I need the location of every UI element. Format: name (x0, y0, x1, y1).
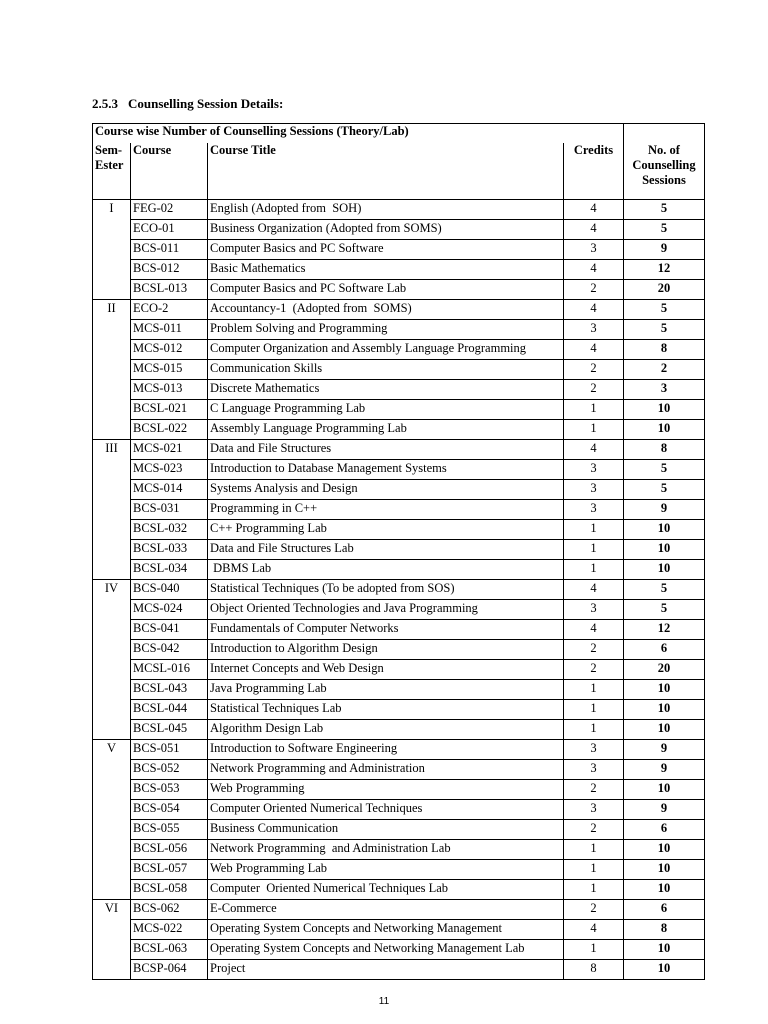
credits-cell: 4 (564, 300, 624, 320)
semester-cell (93, 700, 131, 720)
credits-cell: 2 (564, 660, 624, 680)
table-row (93, 300, 705, 320)
sessions-cell: 6 (624, 640, 705, 660)
table-row (93, 500, 705, 520)
course-code-cell: MCS-024 (131, 600, 208, 620)
semester-cell (93, 520, 131, 540)
table-row (93, 420, 705, 440)
sessions-cell: 5 (624, 460, 705, 480)
table-row (93, 340, 705, 360)
table-row (93, 640, 705, 660)
semester-cell (93, 500, 131, 520)
sessions-cell: 10 (624, 680, 705, 700)
semester-cell: V (93, 740, 131, 760)
sessions-cell: 9 (624, 800, 705, 820)
sessions-cell: 20 (624, 660, 705, 680)
course-title-cell: Network Programming and Administration Lab (208, 840, 564, 860)
course-code-cell: BCSL-034 (131, 560, 208, 580)
table-row (93, 760, 705, 780)
sessions-cell: 5 (624, 580, 705, 600)
course-title-cell: Computer Oriented Numerical Techniques Lab (208, 880, 564, 900)
sessions-cell: 6 (624, 900, 705, 920)
credits-cell: 4 (564, 580, 624, 600)
table-row (93, 620, 705, 640)
table-row (93, 860, 705, 880)
sessions-cell: 10 (624, 520, 705, 540)
semester-cell (93, 840, 131, 860)
table-row (93, 440, 705, 460)
course-title-cell: E-Commerce (208, 900, 564, 920)
credits-cell: 4 (564, 620, 624, 640)
semester-cell (93, 340, 131, 360)
course-title-cell: Computer Organization and Assembly Language Programming (208, 340, 564, 360)
course-code-cell: BCSL-057 (131, 860, 208, 880)
course-code-cell: MCS-014 (131, 480, 208, 500)
semester-cell (93, 720, 131, 740)
course-code-cell: BCS-053 (131, 780, 208, 800)
semester-cell (93, 540, 131, 560)
credits-cell: 2 (564, 900, 624, 920)
semester-cell (93, 640, 131, 660)
course-title-cell: Introduction to Algorithm Design (208, 640, 564, 660)
table-caption-row (93, 124, 705, 144)
course-code-cell: ECO-01 (131, 220, 208, 240)
table-row (93, 460, 705, 480)
course-code-cell: FEG-02 (131, 200, 208, 220)
sessions-cell: 5 (624, 480, 705, 500)
course-title-cell: DBMS Lab (208, 560, 564, 580)
sessions-cell: 8 (624, 440, 705, 460)
course-code-cell: MCSL-016 (131, 660, 208, 680)
course-title-cell: Business Organization (Adopted from SOMS) (208, 220, 564, 240)
course-title-cell: Statistical Techniques (To be adopted from SOS) (208, 580, 564, 600)
course-title-cell: Computer Basics and PC Software Lab (208, 280, 564, 300)
table-row (93, 560, 705, 580)
course-title-cell: Computer Oriented Numerical Techniques (208, 800, 564, 820)
table-header-row (93, 143, 705, 200)
sessions-cell: 10 (624, 560, 705, 580)
course-code-cell: BCS-062 (131, 900, 208, 920)
sessions-cell: 10 (624, 420, 705, 440)
sessions-cell: 20 (624, 280, 705, 300)
course-title-cell: Discrete Mathematics (208, 380, 564, 400)
semester-cell (93, 560, 131, 580)
credits-cell: 1 (564, 420, 624, 440)
semester-cell (93, 320, 131, 340)
sessions-cell: 10 (624, 540, 705, 560)
semester-cell (93, 220, 131, 240)
sessions-cell: 8 (624, 920, 705, 940)
table-row (93, 680, 705, 700)
course-title-cell: Statistical Techniques Lab (208, 700, 564, 720)
credits-cell: 1 (564, 940, 624, 960)
semester-cell (93, 360, 131, 380)
course-title-cell: Computer Basics and PC Software (208, 240, 564, 260)
credits-cell: 1 (564, 400, 624, 420)
header-sessions: No. of Counselling Sessions (624, 143, 705, 200)
course-code-cell: BCSL-032 (131, 520, 208, 540)
sessions-cell: 5 (624, 600, 705, 620)
semester-cell (93, 940, 131, 960)
course-title-cell: Introduction to Database Management Systems (208, 460, 564, 480)
credits-cell: 4 (564, 220, 624, 240)
sessions-cell: 3 (624, 380, 705, 400)
sessions-cell: 10 (624, 840, 705, 860)
table-row (93, 580, 705, 600)
credits-cell: 4 (564, 340, 624, 360)
table-row (93, 900, 705, 920)
course-code-cell: MCS-015 (131, 360, 208, 380)
course-title-cell: Web Programming Lab (208, 860, 564, 880)
semester-cell: III (93, 440, 131, 460)
table-row (93, 740, 705, 760)
course-title-cell: C Language Programming Lab (208, 400, 564, 420)
header-course-title: Course Title (208, 143, 564, 200)
semester-cell (93, 660, 131, 680)
course-title-cell: Algorithm Design Lab (208, 720, 564, 740)
table-row (93, 360, 705, 380)
semester-cell (93, 460, 131, 480)
semester-cell (93, 820, 131, 840)
sessions-cell: 8 (624, 340, 705, 360)
semester-cell (93, 260, 131, 280)
semester-cell (93, 480, 131, 500)
table-row (93, 660, 705, 680)
course-title-cell: Programming in C++ (208, 500, 564, 520)
sessions-cell: 5 (624, 300, 705, 320)
course-title-cell: English (Adopted from SOH) (208, 200, 564, 220)
course-title-cell: Assembly Language Programming Lab (208, 420, 564, 440)
credits-cell: 1 (564, 680, 624, 700)
sessions-cell: 9 (624, 740, 705, 760)
course-code-cell: MCS-023 (131, 460, 208, 480)
course-title-cell: Communication Skills (208, 360, 564, 380)
course-code-cell: BCSL-045 (131, 720, 208, 740)
course-title-cell: Operating System Concepts and Networking Management (208, 920, 564, 940)
sessions-cell: 10 (624, 400, 705, 420)
section-heading (92, 96, 283, 112)
course-code-cell: BCS-011 (131, 240, 208, 260)
credits-cell: 2 (564, 280, 624, 300)
course-title-cell: Fundamentals of Computer Networks (208, 620, 564, 640)
table-row (93, 220, 705, 240)
semester-cell (93, 800, 131, 820)
course-code-cell: BCSL-058 (131, 880, 208, 900)
course-title-cell: Accountancy-1 (Adopted from SOMS) (208, 300, 564, 320)
sessions-cell: 9 (624, 760, 705, 780)
table-row (93, 260, 705, 280)
credits-cell: 1 (564, 560, 624, 580)
table-row (93, 880, 705, 900)
counselling-sessions-table (92, 123, 705, 980)
course-title-cell: Web Programming (208, 780, 564, 800)
credits-cell: 1 (564, 520, 624, 540)
course-code-cell: BCS-051 (131, 740, 208, 760)
credits-cell: 2 (564, 380, 624, 400)
course-title-cell: C++ Programming Lab (208, 520, 564, 540)
course-code-cell: MCS-011 (131, 320, 208, 340)
course-title-cell: Internet Concepts and Web Design (208, 660, 564, 680)
sessions-cell: 2 (624, 360, 705, 380)
semester-cell (93, 280, 131, 300)
course-code-cell: BCSL-013 (131, 280, 208, 300)
table-row (93, 940, 705, 960)
course-code-cell: BCS-031 (131, 500, 208, 520)
course-code-cell: BCS-052 (131, 760, 208, 780)
sessions-cell: 6 (624, 820, 705, 840)
course-code-cell: BCSP-064 (131, 960, 208, 980)
semester-cell (93, 780, 131, 800)
course-title-cell: Operating System Concepts and Networking Management Lab (208, 940, 564, 960)
credits-cell: 2 (564, 780, 624, 800)
course-code-cell: BCSL-043 (131, 680, 208, 700)
header-semester: Sem- Ester (93, 143, 131, 200)
semester-cell: VI (93, 900, 131, 920)
sessions-cell: 12 (624, 620, 705, 640)
credits-cell: 3 (564, 760, 624, 780)
credits-cell: 4 (564, 200, 624, 220)
credits-cell: 4 (564, 440, 624, 460)
sessions-cell: 10 (624, 940, 705, 960)
credits-cell: 2 (564, 640, 624, 660)
semester-cell: I (93, 200, 131, 220)
table-row (93, 600, 705, 620)
table-row (93, 520, 705, 540)
credits-cell: 3 (564, 480, 624, 500)
table-row (93, 820, 705, 840)
course-title-cell: Systems Analysis and Design (208, 480, 564, 500)
sessions-cell: 9 (624, 500, 705, 520)
table-row (93, 320, 705, 340)
table-caption: Course wise Number of Counselling Sessions (Theory/Lab) (93, 124, 564, 144)
caption-spacer-sessions (624, 124, 705, 144)
course-code-cell: BCS-055 (131, 820, 208, 840)
sessions-cell: 10 (624, 720, 705, 740)
semester-cell (93, 860, 131, 880)
semester-cell (93, 680, 131, 700)
course-code-cell: BCS-041 (131, 620, 208, 640)
table-row (93, 380, 705, 400)
table-row (93, 480, 705, 500)
sessions-cell: 5 (624, 200, 705, 220)
credits-cell: 1 (564, 720, 624, 740)
credits-cell: 3 (564, 240, 624, 260)
credits-cell: 3 (564, 320, 624, 340)
table-row (93, 240, 705, 260)
course-code-cell: BCS-040 (131, 580, 208, 600)
course-title-cell: Business Communication (208, 820, 564, 840)
credits-cell: 2 (564, 820, 624, 840)
course-title-cell: Data and File Structures (208, 440, 564, 460)
credits-cell: 3 (564, 600, 624, 620)
table-row (93, 960, 705, 980)
table-row (93, 780, 705, 800)
table-row (93, 800, 705, 820)
course-code-cell: MCS-022 (131, 920, 208, 940)
semester-cell: IV (93, 580, 131, 600)
course-code-cell: BCSL-022 (131, 420, 208, 440)
credits-cell: 1 (564, 540, 624, 560)
table-row (93, 280, 705, 300)
semester-cell (93, 960, 131, 980)
section-title: Counselling Session Details: (128, 96, 284, 111)
semester-cell (93, 420, 131, 440)
table-row (93, 700, 705, 720)
semester-cell (93, 380, 131, 400)
course-title-cell: Data and File Structures Lab (208, 540, 564, 560)
table-row (93, 400, 705, 420)
credits-cell: 1 (564, 840, 624, 860)
semester-cell (93, 400, 131, 420)
sessions-cell: 10 (624, 880, 705, 900)
semester-cell (93, 880, 131, 900)
course-code-cell: BCSL-044 (131, 700, 208, 720)
course-title-cell: Introduction to Software Engineering (208, 740, 564, 760)
course-title-cell: Basic Mathematics (208, 260, 564, 280)
course-title-cell: Java Programming Lab (208, 680, 564, 700)
header-course: Course (131, 143, 208, 200)
course-code-cell: ECO-2 (131, 300, 208, 320)
table-row (93, 200, 705, 220)
credits-cell: 3 (564, 800, 624, 820)
course-code-cell: BCSL-063 (131, 940, 208, 960)
sessions-cell: 5 (624, 320, 705, 340)
course-code-cell: MCS-012 (131, 340, 208, 360)
course-title-cell: Object Oriented Technologies and Java Programming (208, 600, 564, 620)
table-row (93, 540, 705, 560)
sessions-cell: 5 (624, 220, 705, 240)
credits-cell: 3 (564, 500, 624, 520)
table-row (93, 920, 705, 940)
sessions-cell: 10 (624, 960, 705, 980)
course-code-cell: MCS-021 (131, 440, 208, 460)
course-code-cell: BCSL-033 (131, 540, 208, 560)
semester-cell (93, 600, 131, 620)
course-title-cell: Network Programming and Administration (208, 760, 564, 780)
sessions-cell: 10 (624, 780, 705, 800)
sessions-cell: 10 (624, 700, 705, 720)
course-code-cell: BCS-042 (131, 640, 208, 660)
credits-cell: 4 (564, 920, 624, 940)
course-title-cell: Problem Solving and Programming (208, 320, 564, 340)
credits-cell: 8 (564, 960, 624, 980)
header-credits: Credits (564, 143, 624, 200)
credits-cell: 1 (564, 880, 624, 900)
credits-cell: 3 (564, 460, 624, 480)
credits-cell: 3 (564, 740, 624, 760)
course-code-cell: BCSL-021 (131, 400, 208, 420)
sessions-cell: 9 (624, 240, 705, 260)
semester-cell (93, 760, 131, 780)
course-title-cell: Project (208, 960, 564, 980)
semester-cell: II (93, 300, 131, 320)
semester-cell (93, 240, 131, 260)
sessions-cell: 12 (624, 260, 705, 280)
course-code-cell: BCS-054 (131, 800, 208, 820)
credits-cell: 1 (564, 860, 624, 880)
table-row (93, 720, 705, 740)
credits-cell: 4 (564, 260, 624, 280)
sessions-cell: 10 (624, 860, 705, 880)
semester-cell (93, 620, 131, 640)
credits-cell: 1 (564, 700, 624, 720)
section-number: 2.5.3 (92, 96, 118, 111)
course-code-cell: MCS-013 (131, 380, 208, 400)
course-code-cell: BCS-012 (131, 260, 208, 280)
page-number: 11 (378, 996, 390, 1007)
credits-cell: 2 (564, 360, 624, 380)
semester-cell (93, 920, 131, 940)
course-code-cell: BCSL-056 (131, 840, 208, 860)
caption-spacer-credits (564, 124, 624, 144)
table-row (93, 840, 705, 860)
